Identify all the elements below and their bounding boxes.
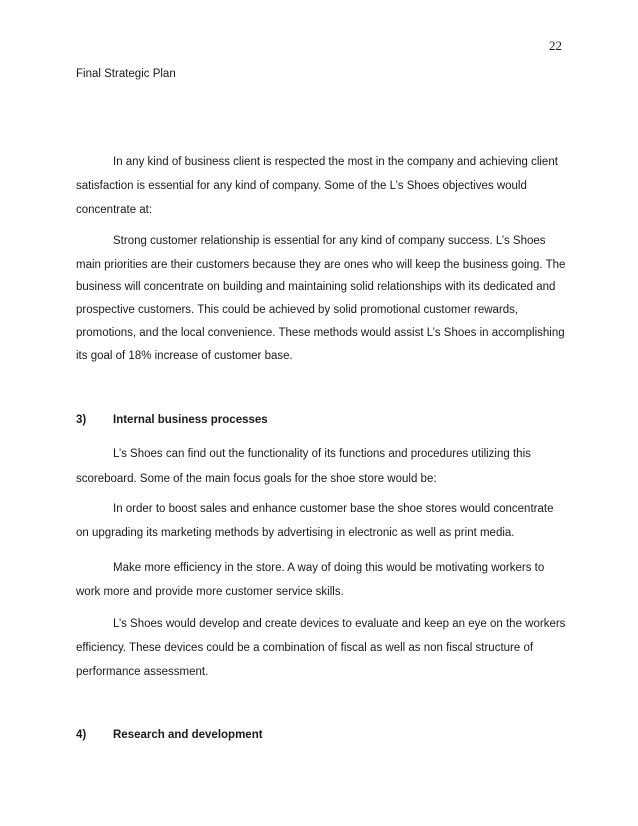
paragraph-6-line-2: efficiency. These devices could be a combination of fiscal as well as non fiscal structure of [76,642,534,654]
paragraph-2-line-6: its goal of 18% increase of customer base. [76,350,293,362]
running-head: Final Strategic Plan [76,68,176,80]
section-number: 4) [76,729,87,741]
paragraph-3-line-2: scoreboard. Some of the main focus goals for the shoe store would be: [76,473,437,485]
paragraph-4-line-2: on upgrading its marketing methods by advertising in electronic as well as print media. [76,527,515,539]
paragraph-2-line-4: prospective customers. This could be achieved by solid promotional customer rewards, [76,304,519,316]
paragraph-1-line-1: In any kind of business client is respected the most in the company and achieving client [113,156,558,168]
paragraph-2-line-2: main priorities are their customers because they are ones who will keep the business going. The [76,259,566,271]
paragraph-3-line-1: L’s Shoes can find out the functionality of its functions and procedures utilizing this [113,448,531,460]
section-heading-3 [76,414,268,426]
paragraph-6-line-1: L’s Shoes would develop and create devices to evaluate and keep an eye on the workers [113,618,566,630]
paragraph-5-line-1: Make more efficiency in the store. A way of doing this would be motivating workers to [113,562,545,574]
paragraph-1-line-3: concentrate at: [76,204,153,216]
paragraph-4-line-1: In order to boost sales and enhance customer base the shoe stores would concentrate [113,503,554,515]
section-heading-4 [76,729,263,741]
paragraph-2-line-5: promotions, and the local convenience. These methods would assist L’s Shoes in accomplishing [76,327,565,339]
paragraph-1-line-2: satisfaction is essential for any kind of company. Some of the L’s Shoes objectives would [76,180,527,192]
paragraph-6-line-3: performance assessment. [76,666,209,678]
page-number: 22 [549,38,562,53]
paragraph-5-line-2: work more and provide more customer service skills. [76,586,344,598]
paragraph-2-line-1: Strong customer relationship is essential for any kind of company success. L’s Shoes [113,235,546,247]
section-title: Research and development [113,729,263,741]
section-number: 3) [76,414,87,426]
section-title: Internal business processes [113,414,268,426]
paragraph-2-line-3: business will concentrate on building and maintaining solid relationships with its dedicated and [76,281,556,293]
